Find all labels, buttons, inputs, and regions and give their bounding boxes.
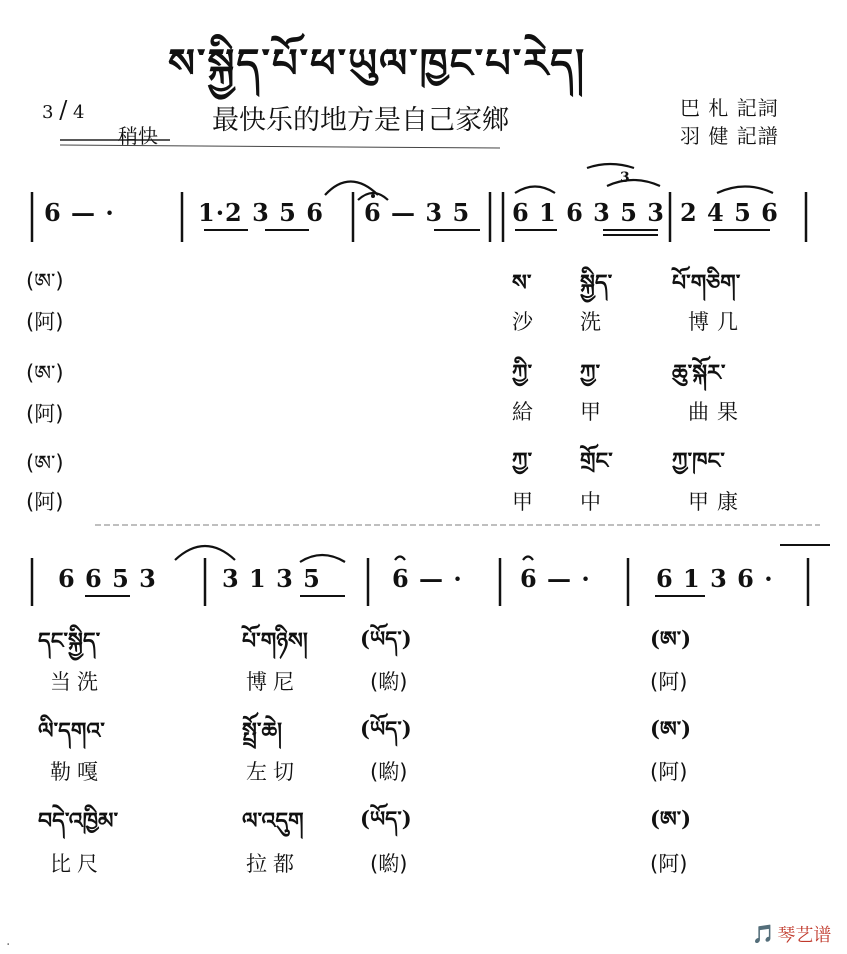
measure-4: 6 1 6 3 5 3: [512, 198, 665, 227]
lyric-cell: 甲: [512, 490, 533, 514]
lyric-cell: ཆུ་སྐོར་: [672, 360, 726, 386]
lyric-cell: དང་སྐྱིད་: [38, 628, 101, 654]
lyric-cell: 博尼: [246, 670, 300, 694]
lyric-cell: པོ་གཅིག་: [672, 270, 741, 296]
left-lyric-1: (ཨ་): [26, 269, 64, 293]
left-lyric-3: (ཨ་): [26, 361, 64, 385]
system1-beams: [204, 230, 770, 235]
svg-text:.: .: [6, 933, 11, 949]
lyric-cell: (喲): [370, 670, 408, 694]
lyric-cell: 勒嘎: [50, 760, 104, 784]
lyric-cell: ཀྱ་: [512, 448, 533, 474]
watermark-logo: [752, 921, 831, 947]
triplet-mark: 3: [620, 170, 630, 186]
measure-1: 6 — ·: [44, 198, 115, 227]
lyric-cell: ཀྱི་: [512, 360, 533, 386]
measure-2: 1·2 3 5 6: [198, 198, 324, 227]
lyric-cell: 洗: [580, 310, 601, 334]
lyric-cell: (阿): [650, 670, 688, 694]
lyric-cell: ས་: [512, 270, 532, 296]
tibetan-title: ས་སྐྱིད་པོ་ཕ་ཡུལ་ཁྱང་པ་རེད།: [168, 40, 587, 87]
lyric-cell: ལི་དགའ་: [38, 718, 105, 744]
lyric-cell: (喲): [370, 852, 408, 876]
lyric-cell: 拉都: [246, 852, 300, 876]
measure-10: 6 1 3 6 ·: [656, 564, 774, 593]
left-lyric-6: (阿): [26, 490, 64, 514]
system2-slurs: [175, 546, 533, 562]
lyric-cell: 給: [512, 400, 533, 424]
lyric-cell: (ཨ་): [650, 626, 692, 651]
lyric-cell: གྲོང་: [580, 448, 613, 474]
lyric-cell: བདེ་འཁྱིམ་: [38, 808, 119, 834]
measure-3: 6 — 3 5: [364, 198, 471, 227]
lyric-cell: (ཨ་): [650, 806, 692, 831]
time-signature-top: 3: [42, 102, 54, 123]
lyric-cell: པོ་གཉིས།: [242, 628, 308, 654]
lyric-cell: (阿): [650, 760, 688, 784]
lyric-cell: ལ་འདུག: [242, 808, 304, 834]
song-title: 最快乐的地方是自己家鄉: [212, 105, 509, 136]
watermark-text: 琴艺谱: [777, 925, 832, 946]
lyric-cell: 甲: [580, 400, 601, 424]
lyric-cell: (ཡོད་): [360, 716, 412, 741]
lyric-cell: (ཡོད་): [360, 806, 412, 831]
tempo-marking: 稍快: [118, 124, 158, 148]
lyric-cell: (ཡོད་): [360, 626, 412, 651]
left-lyric-2: (阿): [26, 310, 64, 334]
logo-icon: 🎵: [752, 923, 775, 945]
lyric-cell: སྐྱིད་: [580, 270, 613, 296]
measure-7: 3 1 3 5: [222, 564, 321, 593]
lyric-cell: 甲康: [688, 490, 746, 514]
lyric-cell: 比尺: [50, 852, 104, 876]
time-signature-bottom: 4: [73, 102, 85, 123]
measure-8: 6 — ·: [392, 564, 463, 593]
lyric-cell: (阿): [650, 852, 688, 876]
composer-credit: 羽 健 記譜: [680, 124, 779, 148]
lyric-cell: (ཨ་): [650, 716, 692, 741]
lyric-cell: སྤྲོ་ཆེ།: [242, 718, 283, 744]
measure-9: 6 — ·: [520, 564, 591, 593]
lyric-cell: 曲果: [688, 400, 746, 424]
lyric-cell: (喲): [370, 760, 408, 784]
lyric-cell: 中: [580, 490, 601, 514]
left-lyric-4: (阿): [26, 402, 64, 426]
lyric-cell: 左切: [246, 760, 300, 784]
system1-slurs: [325, 164, 773, 200]
lyricist-credit: 巴 札 記詞: [680, 96, 779, 120]
time-signature: 3 / 4: [42, 96, 85, 124]
measure-5: 2 4 5 6: [680, 198, 779, 227]
lyric-cell: 当洗: [50, 670, 104, 694]
lyric-cell: 沙: [512, 310, 533, 334]
measure-6: 6 6 5 3: [58, 564, 157, 593]
lyric-cell: 博几: [688, 310, 746, 334]
left-lyric-5: (ཨ་): [26, 451, 64, 475]
lyric-cell: ཀྱ་ཁང་: [672, 448, 725, 474]
lyric-cell: ཀྱ་: [580, 360, 601, 386]
